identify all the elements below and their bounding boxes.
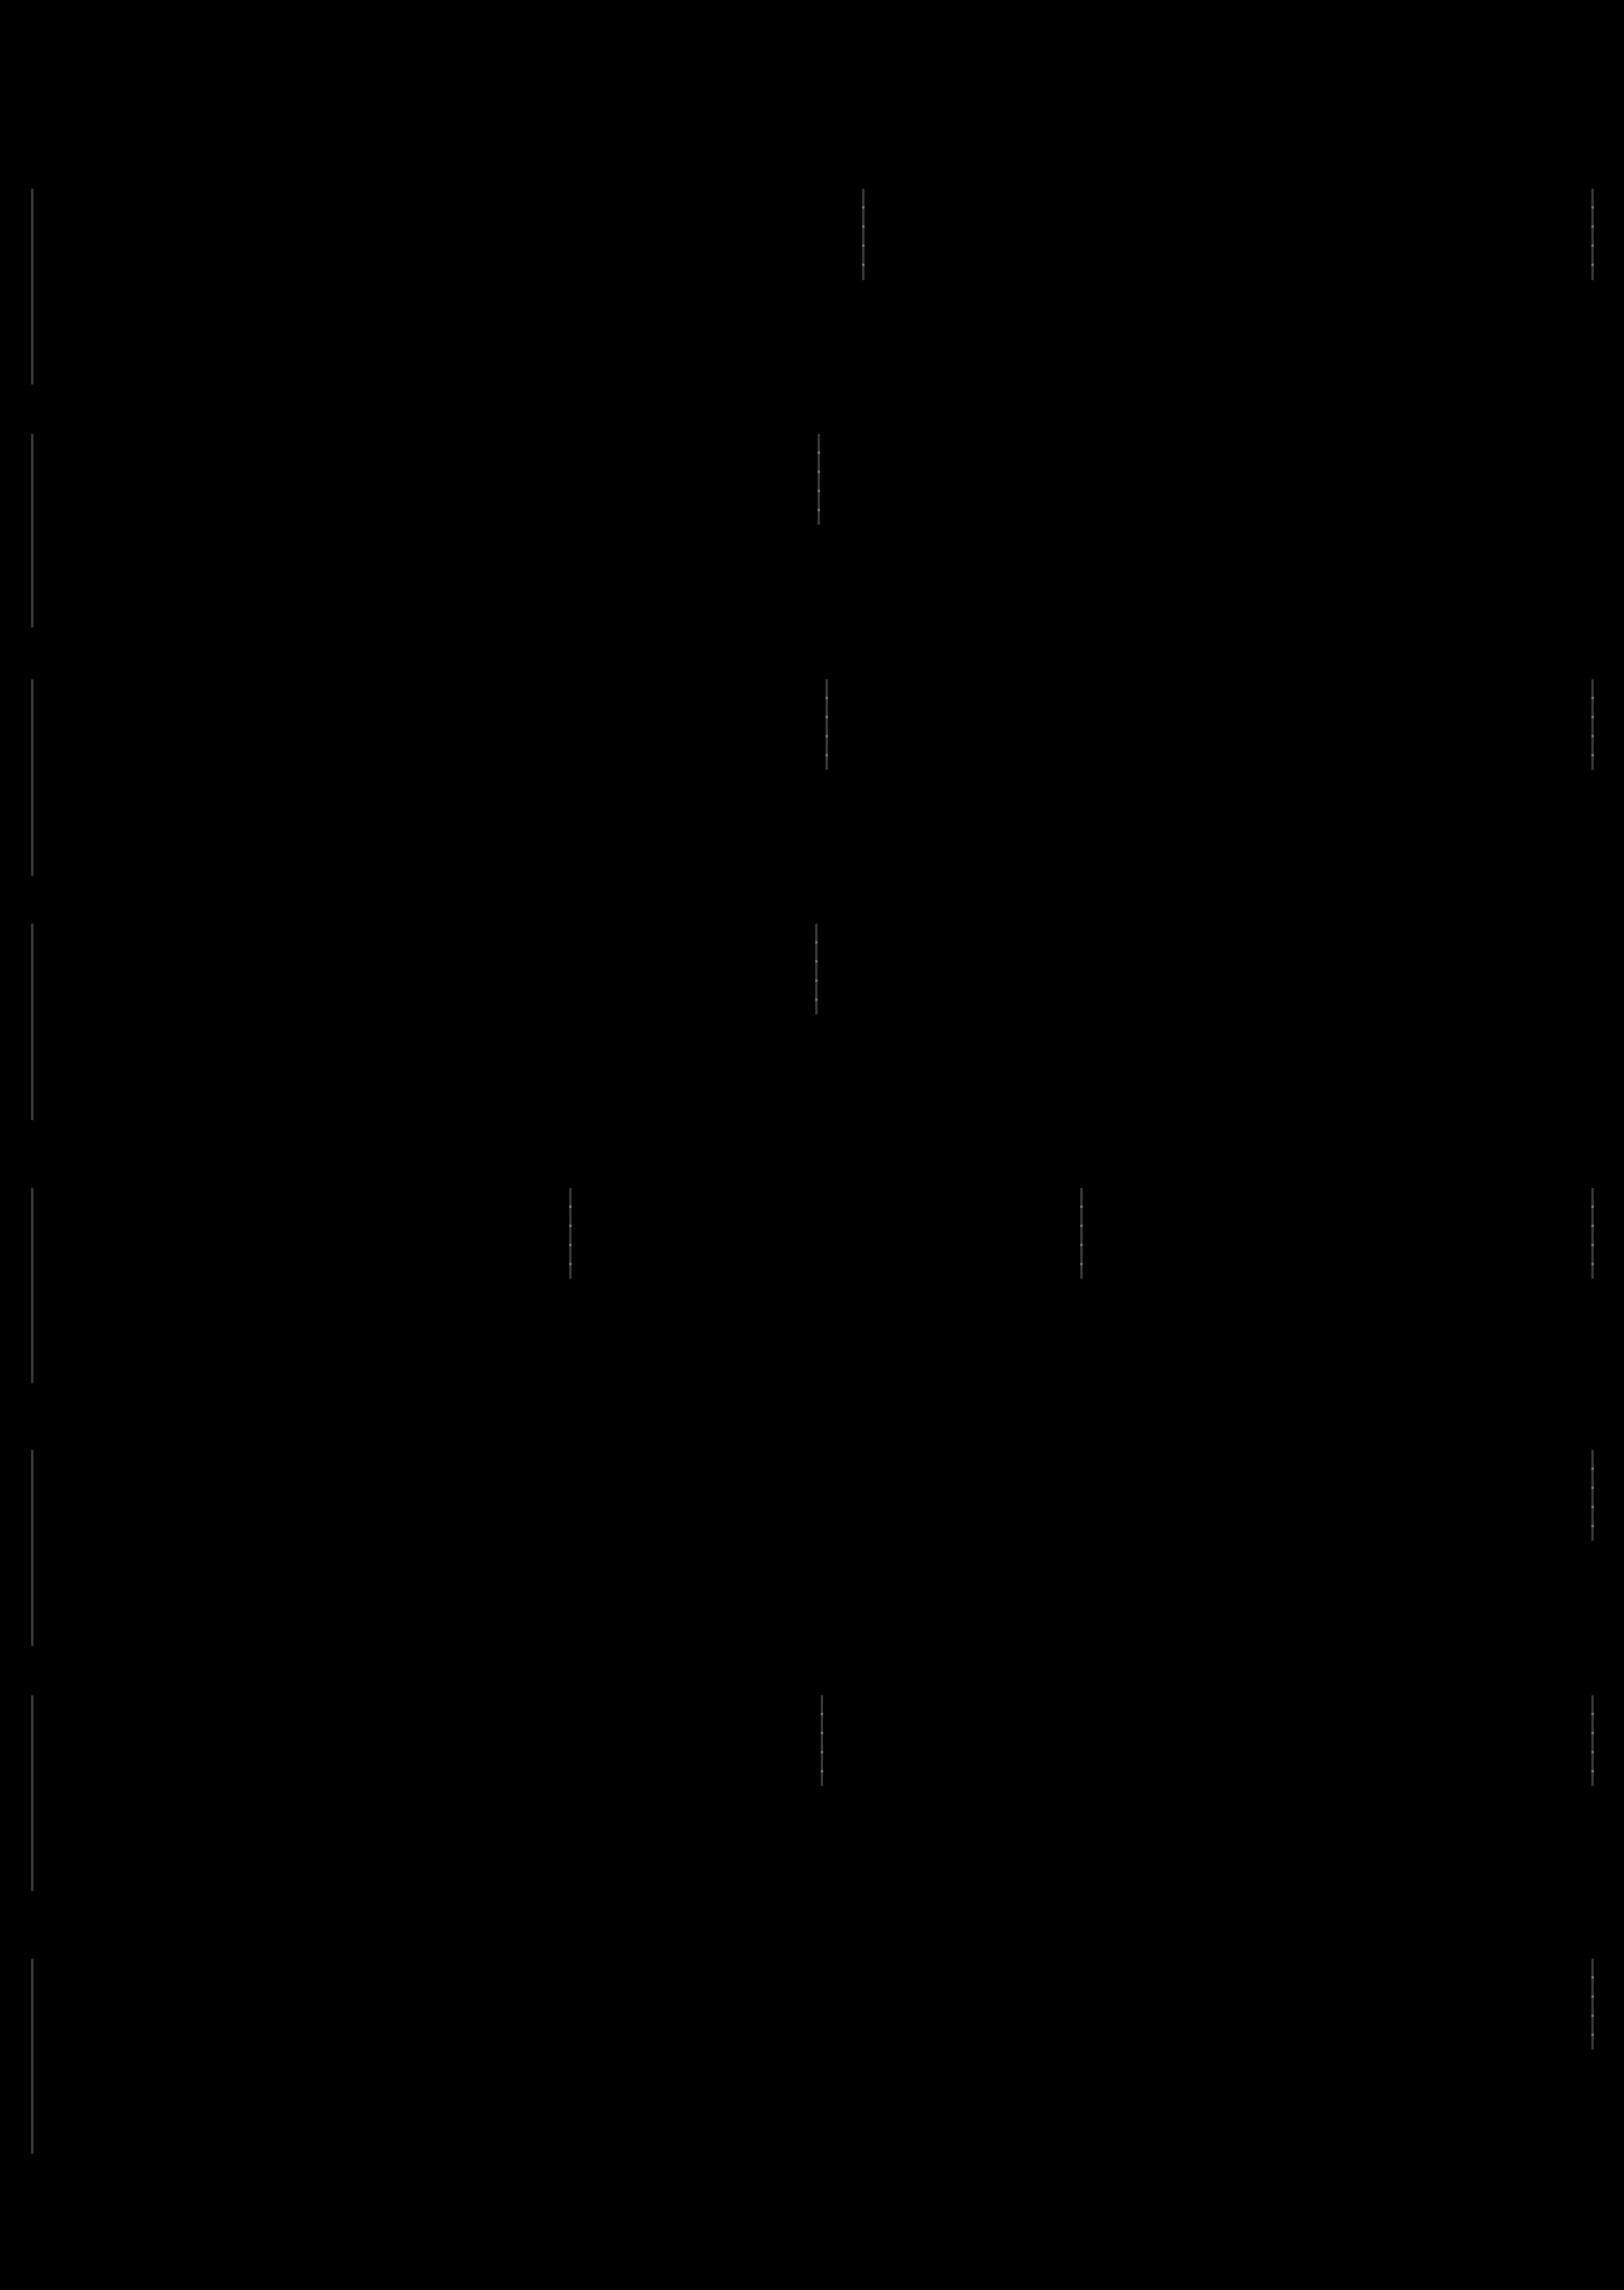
barline-segment xyxy=(31,189,33,385)
barline-segment xyxy=(862,189,865,280)
staff-intersection-dot xyxy=(1591,1770,1594,1772)
barline-segment xyxy=(1591,1695,1594,1786)
staff-intersection-dot xyxy=(1591,1995,1594,1998)
staff-intersection-dot xyxy=(1591,1732,1594,1734)
staff-intersection-dot xyxy=(1591,2034,1594,2036)
staff-intersection-dot xyxy=(815,960,818,963)
staff-intersection-dot xyxy=(1080,1244,1083,1246)
barline-segment xyxy=(31,434,33,627)
barline-segment xyxy=(826,679,828,770)
barline-segment xyxy=(1591,1188,1594,1279)
barline-segment xyxy=(31,1959,33,2154)
barline-segment xyxy=(31,1450,33,1646)
staff-intersection-dot xyxy=(818,490,820,492)
barline-segment xyxy=(1591,679,1594,770)
barline-segment xyxy=(31,1695,33,1891)
barline-segment xyxy=(31,924,33,1120)
staff-intersection-dot xyxy=(569,1244,572,1246)
staff-intersection-dot xyxy=(1591,1244,1594,1246)
barline-segment xyxy=(821,1695,823,1786)
staff-intersection-dot xyxy=(818,509,820,511)
staff-intersection-dot xyxy=(1591,2014,1594,2017)
staff-intersection-dot xyxy=(862,264,865,266)
staff-intersection-dot xyxy=(1591,716,1594,718)
staff-intersection-dot xyxy=(569,1263,572,1265)
staff-intersection-dot xyxy=(821,1751,823,1753)
staff-intersection-dot xyxy=(1591,244,1594,247)
staff-intersection-dot xyxy=(1080,1225,1083,1227)
barline-segment xyxy=(1591,1959,1594,2050)
staff-intersection-dot xyxy=(826,697,828,699)
staff-intersection-dot xyxy=(818,451,820,454)
staff-intersection-dot xyxy=(1591,1976,1594,1979)
barline-segment xyxy=(31,1188,33,1383)
staff-intersection-dot xyxy=(569,1206,572,1208)
staff-intersection-dot xyxy=(818,471,820,473)
staff-intersection-dot xyxy=(1591,206,1594,209)
staff-intersection-dot xyxy=(815,998,818,1001)
staff-intersection-dot xyxy=(1591,1713,1594,1715)
staff-intersection-dot xyxy=(1080,1263,1083,1265)
staff-intersection-dot xyxy=(1591,1467,1594,1470)
barline-segment xyxy=(1080,1188,1083,1279)
staff-intersection-dot xyxy=(1080,1206,1083,1208)
staff-intersection-dot xyxy=(1591,754,1594,756)
staff-intersection-dot xyxy=(1591,1525,1594,1527)
staff-intersection-dot xyxy=(1591,735,1594,737)
staff-intersection-dot xyxy=(821,1713,823,1715)
staff-intersection-dot xyxy=(569,1225,572,1227)
staff-intersection-dot xyxy=(826,716,828,718)
staff-intersection-dot xyxy=(1591,1225,1594,1227)
staff-intersection-dot xyxy=(821,1770,823,1772)
staff-intersection-dot xyxy=(1591,1506,1594,1508)
staff-intersection-dot xyxy=(1591,225,1594,228)
barline-segment xyxy=(31,679,33,876)
barline-segment xyxy=(569,1188,572,1279)
barline-segment xyxy=(1591,189,1594,280)
staff-intersection-dot xyxy=(815,979,818,982)
staff-intersection-dot xyxy=(1591,1263,1594,1265)
barline-segment xyxy=(815,924,818,1014)
staff-intersection-dot xyxy=(815,941,818,944)
staff-intersection-dot xyxy=(1591,264,1594,266)
staff-intersection-dot xyxy=(1591,1206,1594,1208)
barline-segment xyxy=(1591,1450,1594,1541)
staff-intersection-dot xyxy=(821,1732,823,1734)
staff-intersection-dot xyxy=(862,206,865,209)
staff-intersection-dot xyxy=(862,244,865,247)
staff-intersection-dot xyxy=(826,754,828,756)
staff-intersection-dot xyxy=(1591,697,1594,699)
staff-intersection-dot xyxy=(826,735,828,737)
barline-segment xyxy=(818,434,820,525)
staff-intersection-dot xyxy=(1591,1751,1594,1753)
staff-intersection-dot xyxy=(862,225,865,228)
staff-intersection-dot xyxy=(1591,1487,1594,1489)
